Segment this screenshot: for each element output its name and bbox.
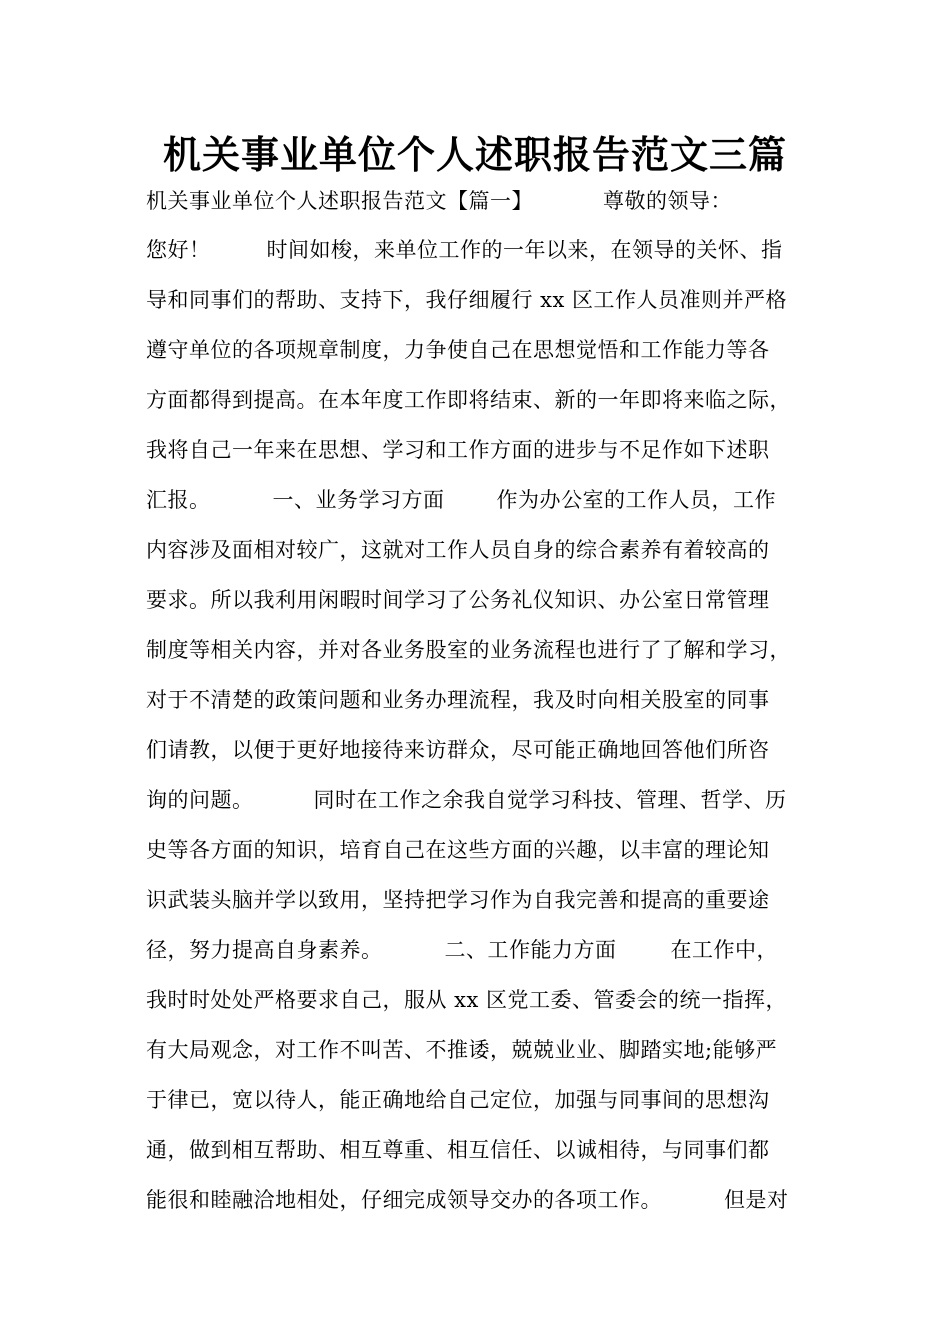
line-text: 机关事业单位个人述职报告范文【篇一】 xyxy=(146,189,533,213)
text-line-6: 我将自己一年来在思想、学习和工作方面的进步与不足作如下述职 xyxy=(146,438,770,462)
line-text: 但是对 xyxy=(724,1188,789,1212)
text-line-7 xyxy=(146,486,826,514)
line-text: 汇报。 xyxy=(146,488,211,512)
text-line-1 xyxy=(146,187,826,215)
text-line-10: 制度等相关内容，并对各业务股室的业务流程也进行了了解和学习， xyxy=(146,638,791,662)
line-text: 时间如梭，来单位工作的一年以来，在领导的关怀、指 xyxy=(266,238,783,262)
text-line-11: 对于不清楚的政策问题和业务办理流程，我及时向相关股室的同事 xyxy=(146,688,770,712)
line-text: 作为办公室的工作人员，工作 xyxy=(496,488,776,512)
text-line-4: 遵守单位的各项规章制度，力争使自己在思想觉悟和工作能力等各 xyxy=(146,338,770,362)
text-line-18: 有大局观念，对工作不叫苦、不推诿，兢兢业业、脚踏实地;能够严 xyxy=(146,1038,778,1062)
line-text: 在工作中， xyxy=(670,938,778,962)
text-line-5: 方面都得到提高。在本年度工作即将结束、新的一年即将来临之际， xyxy=(146,388,791,412)
text-line-2 xyxy=(146,236,826,264)
text-line-3: 导和同事们的帮助、支持下，我仔细履行 xx 区工作人员准则并严格 xyxy=(146,288,788,312)
text-line-19: 于律已，宽以待人，能正确地给自己定位，加强与同事间的思想沟 xyxy=(146,1088,770,1112)
text-line-21 xyxy=(146,1186,826,1214)
section-heading: 一、业务学习方面 xyxy=(272,488,445,512)
text-line-16 xyxy=(146,936,826,964)
line-text: 询的问题。 xyxy=(146,788,254,812)
text-line-12: 们请教，以便于更好地接待来访群众，尽可能正确地回答他们所咨 xyxy=(146,738,770,762)
line-text: 径，努力提高自身素养。 xyxy=(146,938,383,962)
text-line-14: 史等各方面的知识，培育自己在这些方面的兴趣，以丰富的理论知 xyxy=(146,838,770,862)
section-heading: 二、工作能力方面 xyxy=(444,938,617,962)
text-line-17: 我时时处处严格要求自己，服从 xx 区党工委、管委会的统一指挥， xyxy=(146,988,788,1012)
text-line-20: 通，做到相互帮助、相互尊重、相互信任、以诚相待，与同事们都 xyxy=(146,1138,770,1162)
document-title: 机关事业单位个人述职报告范文三篇 xyxy=(162,132,787,177)
line-text: 能很和睦融洽地相处，仔细完成领导交办的各项工作。 xyxy=(146,1188,662,1212)
line-text: 尊敬的领导： xyxy=(603,189,732,213)
text-line-13 xyxy=(146,786,826,814)
text-line-8: 内容涉及面相对较广，这就对工作人员自身的综合素养有着较高的 xyxy=(146,538,770,562)
text-line-15: 识武装头脑并学以致用，坚持把学习作为自我完善和提高的重要途 xyxy=(146,888,770,912)
text-line-9: 要求。所以我利用闲暇时间学习了公务礼仪知识、办公室日常管理 xyxy=(146,588,770,612)
line-text: 同时在工作之余我自觉学习科技、管理、哲学、历 xyxy=(313,788,787,812)
line-text: 您好！ xyxy=(146,238,211,262)
